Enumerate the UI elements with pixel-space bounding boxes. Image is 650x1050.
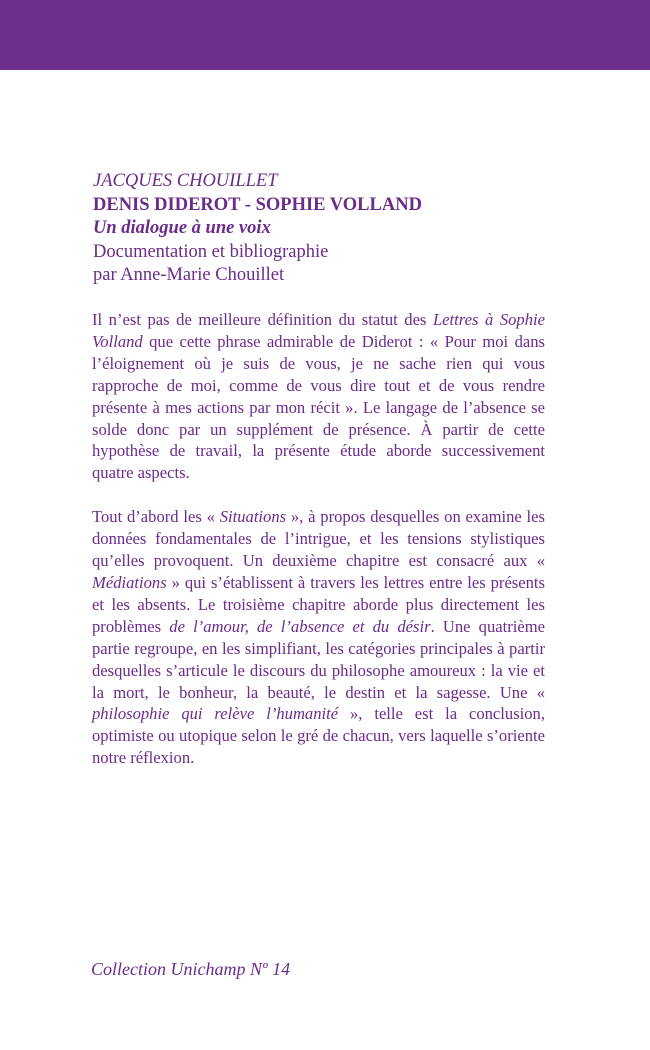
paragraph-2-mediations: Médiations: [92, 572, 167, 592]
book-header: [93, 170, 553, 288]
paragraph-2-text-b: », à propos desquelles on examine les données fondamentales de l’intrigue, et les tensions stylistiques qu’elles provoquent. Un deuxième chapitre est consacré aux «: [92, 507, 545, 571]
paragraph-2-text-a: Tout d’abord les «: [92, 507, 220, 527]
paragraph-2-situations: Situations: [219, 507, 287, 527]
paragraph-2-text-d: . Une quatrième partie regroupe, en les simplifiant, les catégories principales à partir desquelles s’articule le discours du philosophe amoureux : la vie et la mort, le bonheur, la beauté, le destin et la sagesse. Une «: [92, 616, 545, 702]
book-title: DENIS DIDEROT - SOPHIE VOLLAND: [93, 194, 422, 215]
collection-label: Collection Unichamp Nº 14: [91, 959, 291, 979]
documentation-line: Documentation et bibliographie: [93, 241, 329, 262]
summary-paragraph-2: [92, 506, 545, 769]
paragraph-2-text-c: » qui s’établissent à travers les lettres entre les présents et les absents. Le troisième chapitre aborde plus directement les problèmes: [92, 572, 545, 636]
book-subtitle: Un dialogue à une voix: [93, 218, 271, 238]
paragraph-1-text-b: que cette phrase admirable de Diderot : « Pour moi dans l’éloignement où je suis de vous, je ne sache rien qui vous rapproche de moi, comme de vous dire tout et de vous rendre présente à mes actions par mon récit ». Le langage de l’absence se solde donc par un supplément de présence. À partir de cette hypothèse de travail, la présente étude aborde successivement quatre aspects.: [92, 331, 545, 483]
summary-text: [92, 309, 545, 769]
summary-paragraph-1: [92, 309, 545, 484]
paragraph-2-themes: de l’amour, de l’absence et du désir: [169, 616, 431, 636]
paragraph-1-text-a: Il n’est pas de meilleure définition du statut des: [92, 310, 433, 329]
author-name: JACQUES CHOUILLET: [93, 171, 278, 191]
bibliography-credit: par Anne-Marie Chouillet: [93, 265, 285, 285]
paragraph-2-text-e: », telle est la conclusion, optimiste ou utopique selon le gré de chacun, vers laquelle s’oriente notre réflexion.: [92, 704, 545, 768]
top-color-band: [0, 0, 650, 70]
paragraph-2-philosophy-quote: philosophie qui relève l’humanité: [92, 704, 339, 724]
paragraph-1-work-title: Lettres à Sophie Volland: [92, 310, 545, 351]
